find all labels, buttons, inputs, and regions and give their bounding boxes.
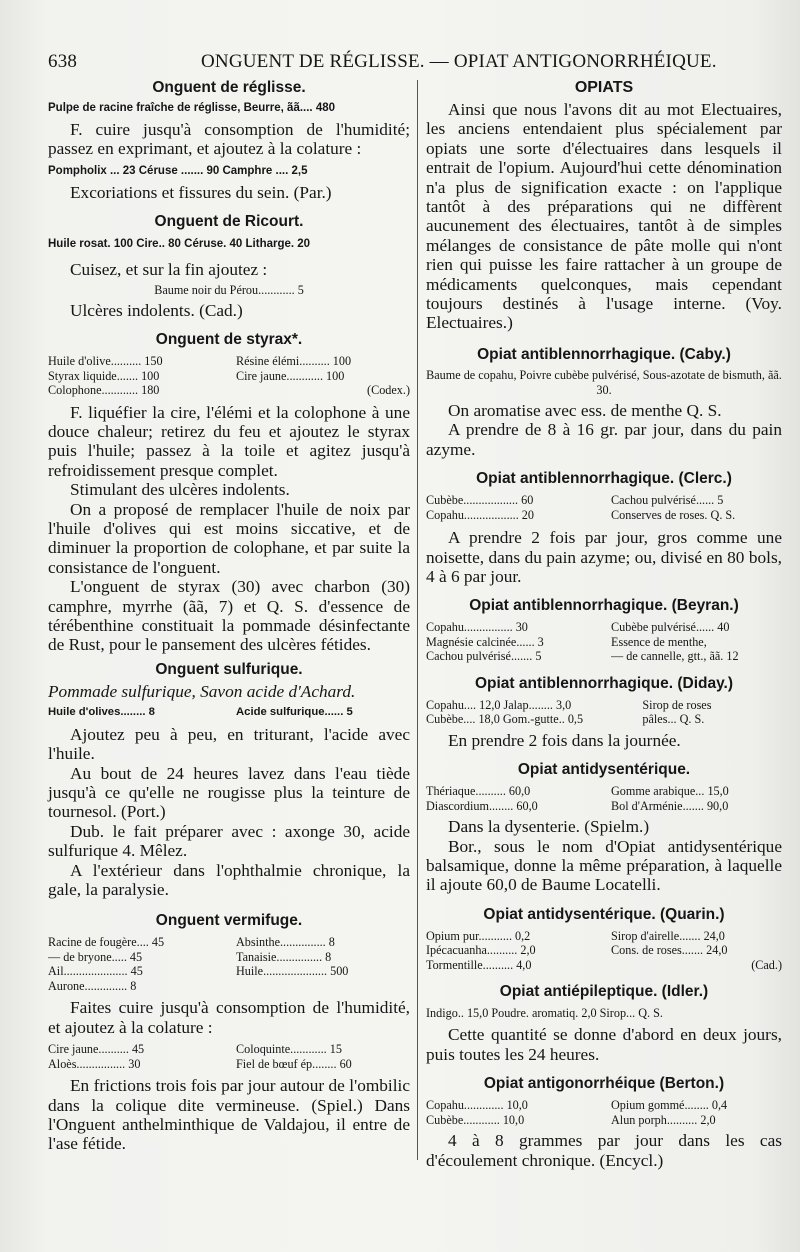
- table-cell: Copahu.... 12,0 Jalap........ 3,0: [426, 697, 572, 712]
- paragraph: Ulcères indolents. (Cad.): [70, 300, 243, 320]
- ingredient-table: [426, 620, 782, 664]
- table-cell: Copahu................ 30: [426, 620, 528, 635]
- chapter-title: OPIATS: [574, 79, 634, 96]
- section-title: Opiat antigonorrhéique (Berton.): [483, 1075, 725, 1093]
- table-cell: Ail..................... 45: [48, 964, 143, 979]
- table-cell: Cire jaune............ 100: [236, 368, 345, 383]
- section-title: Onguent vermifuge.: [155, 912, 303, 930]
- right-column: [426, 78, 782, 1170]
- table-cell: Résine élémi.......... 100: [236, 354, 352, 369]
- paragraph: 4 à 8 grammes par jour dans les cas d'écoulement chronique. (Encycl.): [426, 1131, 782, 1170]
- source-citation: (Cad.): [751, 957, 782, 972]
- table-cell: Sirop de roses: [642, 697, 712, 712]
- paragraph: A prendre 2 fois par jour, gros comme une noisette, dans du pain azyme; ou, divisé en 80 bols, 4 à 6 par jour.: [426, 528, 782, 586]
- ingredient-table: [426, 1098, 782, 1127]
- ingredient-table: [426, 493, 782, 522]
- running-header: [48, 51, 788, 77]
- table-cell: pâles... Q. S.: [642, 712, 705, 727]
- table-cell: Cubèbe.... 18,0 Gom.-gutte.. 0,5: [426, 712, 584, 727]
- table-cell: Coloquinte............ 15: [236, 1042, 342, 1057]
- table-cell: Tormentille.......... 4,0: [426, 957, 532, 972]
- section-title: Onguent de réglisse.: [152, 79, 306, 96]
- table-cell: Racine de fougère.... 45: [48, 935, 165, 950]
- page-number: 638: [48, 51, 78, 72]
- table-cell: Essence de menthe,: [611, 634, 707, 649]
- table-cell: Bol d'Arménie....... 90,0: [611, 798, 729, 813]
- ingredient-table: [48, 935, 410, 993]
- section-title: Opiat antidysentérique.: [517, 761, 691, 779]
- table-cell: Styrax liquide....... 100: [48, 368, 160, 383]
- table-cell: Aloès................ 30: [48, 1056, 141, 1071]
- table-cell: Cubèbe............ 10,0: [426, 1112, 525, 1127]
- table-cell: Alun porph.......... 2,0: [611, 1112, 716, 1127]
- ingredient-line: Indigo.. 15,0 Poudre. aromatiq. 2,0 Sirop... Q. S.: [426, 1006, 663, 1021]
- section-title: Opiat antiblennorrhagique. (Clerc.): [476, 470, 732, 488]
- source-citation: (Codex.): [367, 383, 410, 398]
- table-cell: Conserves de roses. Q. S.: [611, 507, 736, 522]
- table-cell: Tanaisie............... 8: [236, 949, 332, 964]
- ingredient-table: [426, 784, 782, 813]
- table-cell: Opium gommé........ 0,4: [611, 1098, 728, 1113]
- table-cell: Ipécacuanha.......... 2,0: [426, 943, 536, 958]
- table-cell: Opium pur........... 0,2: [426, 928, 531, 943]
- ingredient-table: [426, 698, 782, 727]
- table-cell: Sirop d'airelle....... 24,0: [611, 928, 725, 943]
- paragraph: Dans la dysenterie. (Spielm.): [448, 817, 650, 837]
- section-title: Opiat antiblennorrhagique. (Caby.): [477, 345, 731, 363]
- table-cell: Gomme arabique... 15,0: [611, 784, 729, 799]
- ingredient-line: Pompholix ... 23 Céruse ....... 90 Camphre .... 2,5: [48, 164, 308, 177]
- section-title: Opiat antiblennorrhagique. (Diday.): [474, 674, 734, 692]
- section-title: Onguent de Ricourt.: [154, 213, 304, 231]
- ingredient-table: [48, 705, 410, 720]
- table-cell: Aurone.............. 8: [48, 978, 137, 993]
- section-subtitle: Pommade sulfurique, Savon acide d'Achard.: [48, 681, 356, 701]
- paragraph: Au bout de 24 heures lavez dans l'eau tiède jusqu'à ce qu'elle ne rougisse plus la teinture de tournesol. (Port.): [48, 763, 410, 822]
- paragraph: Excoriations et fissures du sein. (Par.): [70, 182, 332, 202]
- section-title: Onguent sulfurique.: [155, 660, 303, 678]
- ingredient-table: [48, 354, 410, 398]
- section-title: Opiat antiblennorrhagique. (Beyran.): [469, 597, 739, 615]
- table-cell: Colophone............ 180: [48, 383, 160, 398]
- table-cell: Cachou pulvérisé....... 5: [426, 649, 542, 664]
- paragraph: En frictions trois fois par jour autour de l'ombilic dans la colique dite vermineuse. (Spiel.) Dans l'Onguent anthelminthique de Valdajou, il entre de l'ase fétide.: [48, 1076, 410, 1154]
- table-cell: — de cannelle, gtt., ãã. 12: [611, 649, 739, 664]
- table-cell: Cachou pulvérisé...... 5: [611, 493, 724, 508]
- paragraph: Stimulant des ulcères indolents.: [70, 480, 290, 500]
- ingredient-line: Huile rosat. 100 Cire.. 80 Céruse. 40 Litharge. 20: [48, 238, 311, 251]
- column-divider: [417, 80, 418, 1160]
- table-cell: Copahu............. 10,0: [426, 1098, 528, 1113]
- paragraph: Dub. le fait préparer avec : axonge 30, acide sulfurique 4. Mêlez.: [48, 821, 410, 861]
- ingredient-table: [48, 1042, 410, 1071]
- table-cell: Absinthe............... 8: [236, 935, 335, 950]
- ingredient-line: Baume de copahu, Poivre cubèbe pulvérisé, Sous-azotate de bismuth, ãã. 30.: [426, 367, 782, 397]
- paragraph: Faites cuire jusqu'à consomption de l'humidité, et ajoutez à la colature :: [48, 998, 410, 1037]
- section-title: Onguent de styrax*.: [155, 331, 303, 349]
- paragraph: F. liquéfier la cire, l'élémi et la colophone à une douce chaleur; retirez du feu et ajoutez le styrax puis l'huile; passez à la toile et agitez jusqu'à refroidissement presque complet.: [48, 402, 410, 480]
- paragraph: A prendre de 8 à 16 gr. par jour, dans du pain azyme.: [426, 420, 782, 459]
- table-cell: Cubèbe.................. 60: [426, 493, 534, 508]
- table-cell: [236, 979, 410, 994]
- paragraph: A l'extérieur dans l'ophthalmie chronique, la gale, la paralysie.: [48, 860, 410, 899]
- table-cell: Huile d'olive.......... 150: [48, 354, 163, 369]
- paragraph: L'onguent de styrax (30) avec charbon (30) camphre, myrrhe (ãã, 7) et Q. S. d'essence de térébenthine constituait la pommade désinfectante de Rust, pour le pansement des ulcères fétides.: [48, 577, 410, 655]
- paragraph: Ajoutez peu à peu, en triturant, l'acide avec l'huile.: [48, 724, 410, 764]
- table-cell: Acide sulfurique...... 5: [236, 706, 353, 719]
- section-title: Opiat antidysentérique. (Quarin.): [483, 905, 725, 923]
- paragraph: Cuisez, et sur la fin ajoutez :: [70, 260, 268, 280]
- table-cell: Diascordium........ 60,0: [426, 798, 538, 813]
- ingredient-line: Baume noir du Pérou............ 5: [154, 282, 304, 297]
- paragraph: Cette quantité se donne d'abord en deux jours, puis toutes les 24 heures.: [426, 1025, 782, 1064]
- ingredient-table: [426, 929, 782, 973]
- table-cell: Cubèbe pulvérisé...... 40: [611, 620, 730, 635]
- section-title: Opiat antiépileptique. (Idler.): [499, 983, 709, 1001]
- table-cell: — de bryone..... 45: [48, 949, 143, 964]
- table-cell: Copahu.................. 20: [426, 507, 534, 522]
- paragraph: On aromatise avec ess. de menthe Q. S.: [448, 400, 722, 420]
- paragraph: On a proposé de remplacer l'huile de noix par l'huile d'olives qui est moins siccative, et de diminuer la proportion de colophane, et par suite la consistance de l'onguent.: [48, 499, 410, 577]
- paragraph: F. cuire jusqu'à consomption de l'humidité; passez en exprimant, et ajoutez à la colature :: [48, 120, 410, 159]
- table-cell: Magnésie calcinée...... 3: [426, 634, 544, 649]
- paragraph: En prendre 2 fois dans la journée.: [448, 730, 681, 750]
- running-title: ONGUENT DE RÉGLISSE. — OPIAT ANTIGONORRHÉIQUE.: [201, 51, 717, 72]
- ingredient-line: Pulpe de racine fraîche de réglisse, Beurre, ãã.... 480: [48, 102, 336, 114]
- table-cell: Cire jaune.......... 45: [48, 1042, 145, 1057]
- left-column: [48, 78, 410, 1154]
- table-cell: Cons. de roses....... 24,0: [611, 943, 728, 958]
- table-cell: Thériaque.......... 60,0: [426, 784, 531, 799]
- paragraph: Ainsi que nous l'avons dit au mot Electuaires, les anciens entendaient plus spécialement par opiats une sorte d'électuaires dans lesquels il entrait de l'opium. Aujourd'hui cette dénomination n'a plus de signification exacte : on l'applique tantôt à des préparations qui ne diffèrent aucunement des électuaires, tantôt à de simples mélanges de consistance de pâte molle qui n'ont rien qui puisse les faire rattacher à un groupe de médicaments quelconques, mais cependant toujours destinés à l'usage interne. (Voy. Electuaires.): [426, 100, 782, 333]
- table-cell: Fiel de bœuf ép........ 60: [236, 1056, 352, 1071]
- table-cell: Huile..................... 500: [236, 964, 349, 979]
- table-cell: Huile d'olives........ 8: [48, 706, 155, 719]
- paragraph: Bor., sous le nom d'Opiat antidysentérique balsamique, donne la même préparation, à laquelle il ajoute 60,0 de Baume Locatelli.: [426, 836, 782, 895]
